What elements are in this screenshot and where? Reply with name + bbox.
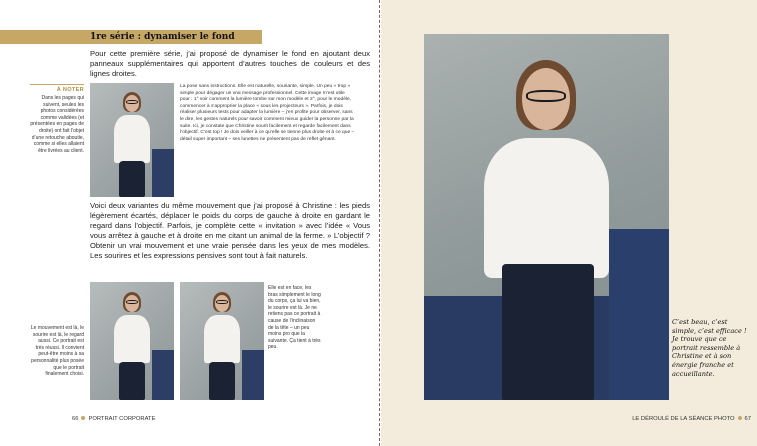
footer-dot <box>738 416 742 420</box>
mid-paragraph: Voici deux variantes du même mouvement que j’ai proposé à Christine : les pieds légèrement écartés, déplacer le poids du corps de gauche à droite en gardant le regard dans l’objectif. Parfois, je complète cette « invitation » avec l’idée « Vous vous arrêtez à gauche et à droite en me citant un animal de la ferme. » L’objectif ? Obtenir un vrai mouvement et une vraie pensée dans les yeux de mes modèles. Les sourires et les expressions pensives sont tout à fait naturels. <box>90 201 370 260</box>
footer-left <box>72 416 155 422</box>
page-number-left: 66 <box>72 416 79 422</box>
footer-dot <box>81 416 85 420</box>
photo-final-portrait <box>424 34 669 400</box>
pull-quote: C’est beau, c’est simple, c’est efficace ! Je trouve que ce portrait ressemble à Christine et à son énergie franche et accueillante. <box>672 318 747 378</box>
note-box <box>30 84 84 154</box>
footer-right <box>632 416 751 422</box>
photo-variant-right <box>180 282 264 400</box>
caption-bottom-right: Elle est en face, les bras simplement le long du corps, ça lui va bien, le sourire est là. Je ne retiens pas ce portrait à cause de l’inclinaison de la tête – un peu moins pro que la suivante. Ça tient à très peu. <box>268 285 321 351</box>
photo-pose-natural <box>90 83 174 197</box>
footer-title-right: LE DÉROULÉ DE LA SÉANCE PHOTO <box>632 416 735 422</box>
section-title: 1re série : dynamiser le fond <box>90 32 235 42</box>
caption-top: La pose sans instructions. Elle est naturelle, souriante, simple. Un peu « trop » simple pour dégager un vrai message professionnel. Cette image m’est utile pour : 1° voir comment la lumière tombe sur mon modèle et 2°, pour le modèle, commencer à s’approprier la place « sous les projecteurs ». Parfois, je dois réaliser plusieurs tests pour adapter la lumière – j’en profite pour observer, sans le dire, les gestes naturels pour savoir comment mieux guider la personne par la suite. Ici, je constate que Christine sourit facilement et regarde facilement dans l’objectif. C’est top ! Je dois veiller à ce qu’elle se tienne plus droite et à ce que – détail super important – ses lunettes ne présentent pas de reflet gênant. <box>180 84 355 142</box>
note-text: Dans les pages qui suivent, seules les photos considérées comme validées (et présentées en pages de droite) ont fait l’objet d’une retouche aboutie, comme si elles allaient être livrées au client. <box>30 95 84 154</box>
page-number-right: 67 <box>744 416 751 422</box>
intro-paragraph: Pour cette première série, j’ai proposé de dynamiser le fond en ajoutant deux panneaux supplémentaires qui apportent d’autres touches de couleurs et des lignes droites. <box>90 49 370 78</box>
caption-bottom-left: Le mouvement est là, le sourire est là, le regard aussi. Ce portrait est très réussi. Il convient peut-être moins à sa personnalité plus posée que le portrait finalement choisi. <box>30 325 84 378</box>
note-title: À NOTER <box>56 87 84 93</box>
footer-title-left: PORTRAIT CORPORATE <box>88 416 156 422</box>
photo-variant-left <box>90 282 174 400</box>
